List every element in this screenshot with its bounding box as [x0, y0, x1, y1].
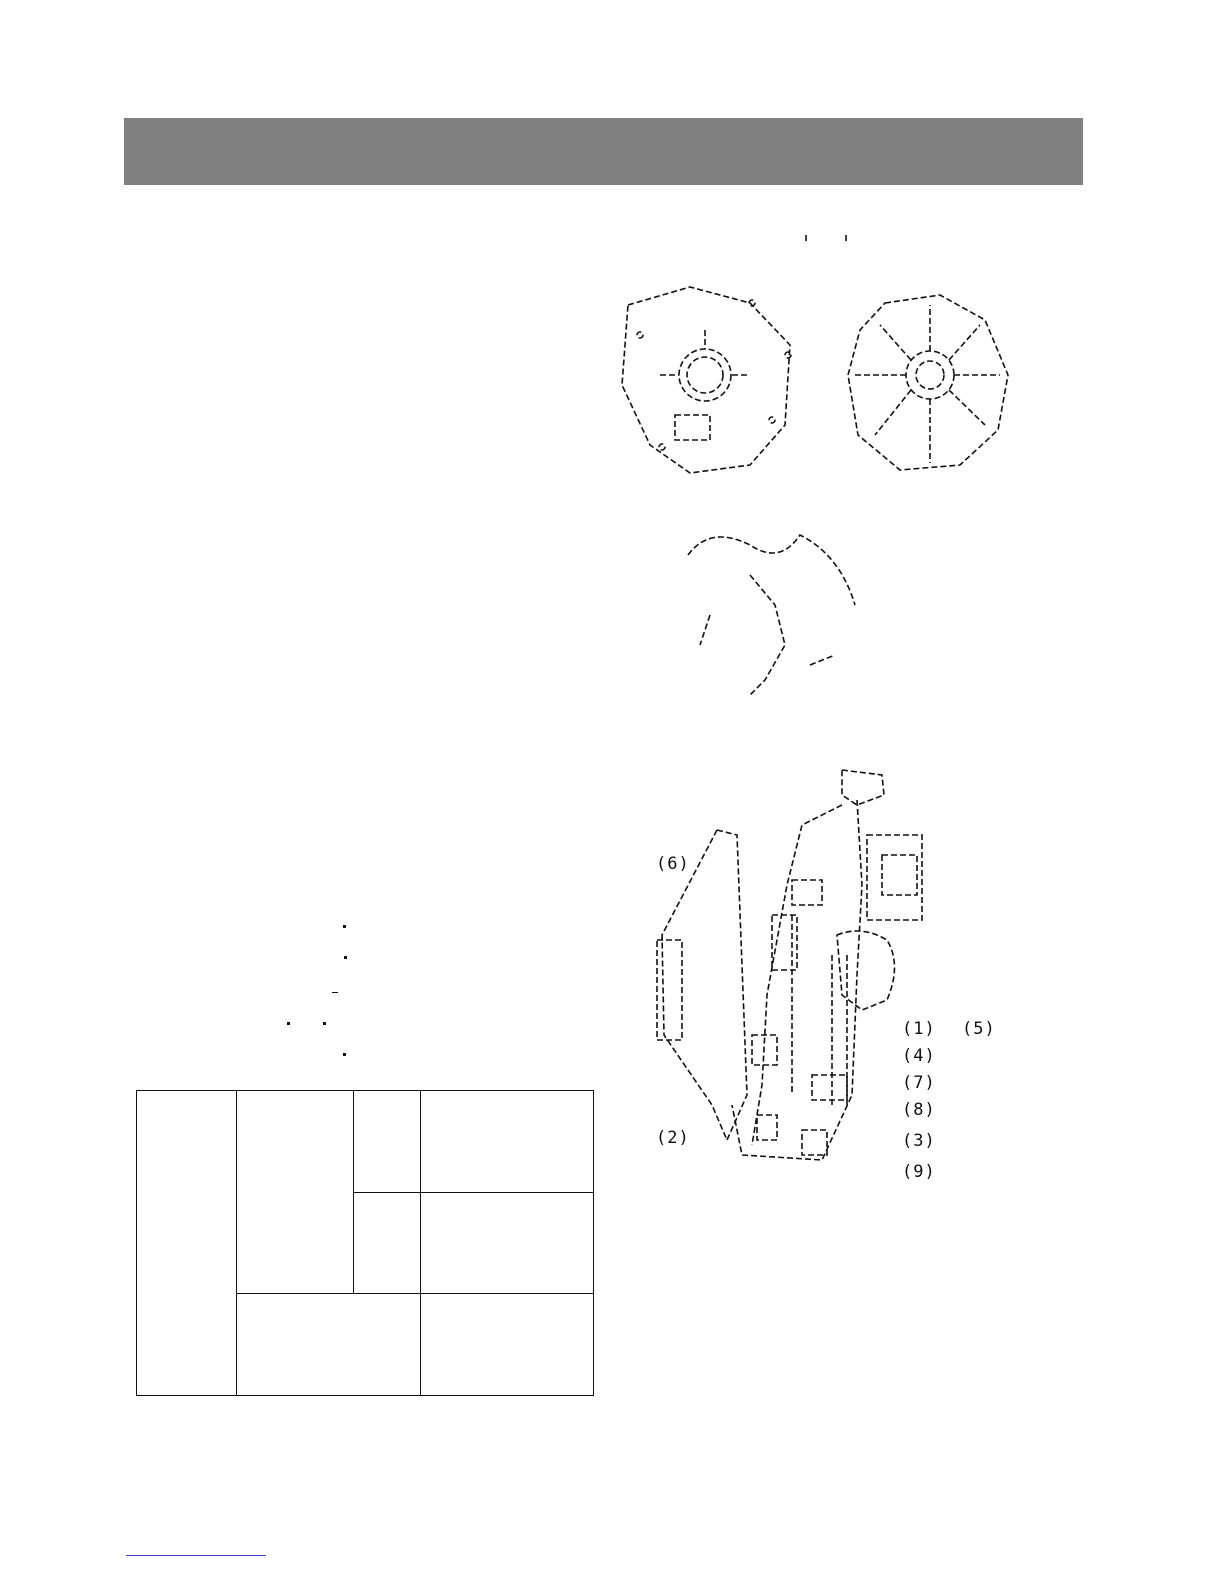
table-cell: [421, 1193, 594, 1294]
table-cell: [237, 1091, 354, 1294]
text-mark: [287, 1022, 290, 1025]
section-header-bar: [124, 118, 1083, 185]
text-mark: [332, 992, 338, 993]
table-cell: [421, 1294, 594, 1396]
exploded-view-figure: [600, 225, 1040, 710]
callout-3: (3): [902, 1131, 936, 1151]
cross-section-figure: [652, 765, 942, 1175]
table-cell: [237, 1294, 421, 1396]
table-cell: [354, 1193, 421, 1294]
table-cell: [137, 1091, 237, 1396]
callout-1: (1): [902, 1019, 936, 1039]
callout-8: (8): [902, 1100, 936, 1120]
text-mark: [344, 956, 347, 959]
text-mark: [343, 925, 346, 928]
table-cell: [354, 1091, 421, 1193]
table-cell: [421, 1091, 594, 1193]
spec-table: [136, 1090, 594, 1396]
callout-9: (9): [902, 1162, 936, 1182]
text-mark: [323, 1022, 326, 1025]
callout-4: (4): [902, 1046, 936, 1066]
callout-7: (7): [902, 1073, 936, 1093]
callout-2: (2): [656, 1128, 690, 1148]
callout-6: (6): [656, 854, 690, 874]
text-mark: [343, 1053, 346, 1056]
footer-link-underline[interactable]: [126, 1555, 266, 1556]
callout-5: (5): [962, 1019, 996, 1039]
